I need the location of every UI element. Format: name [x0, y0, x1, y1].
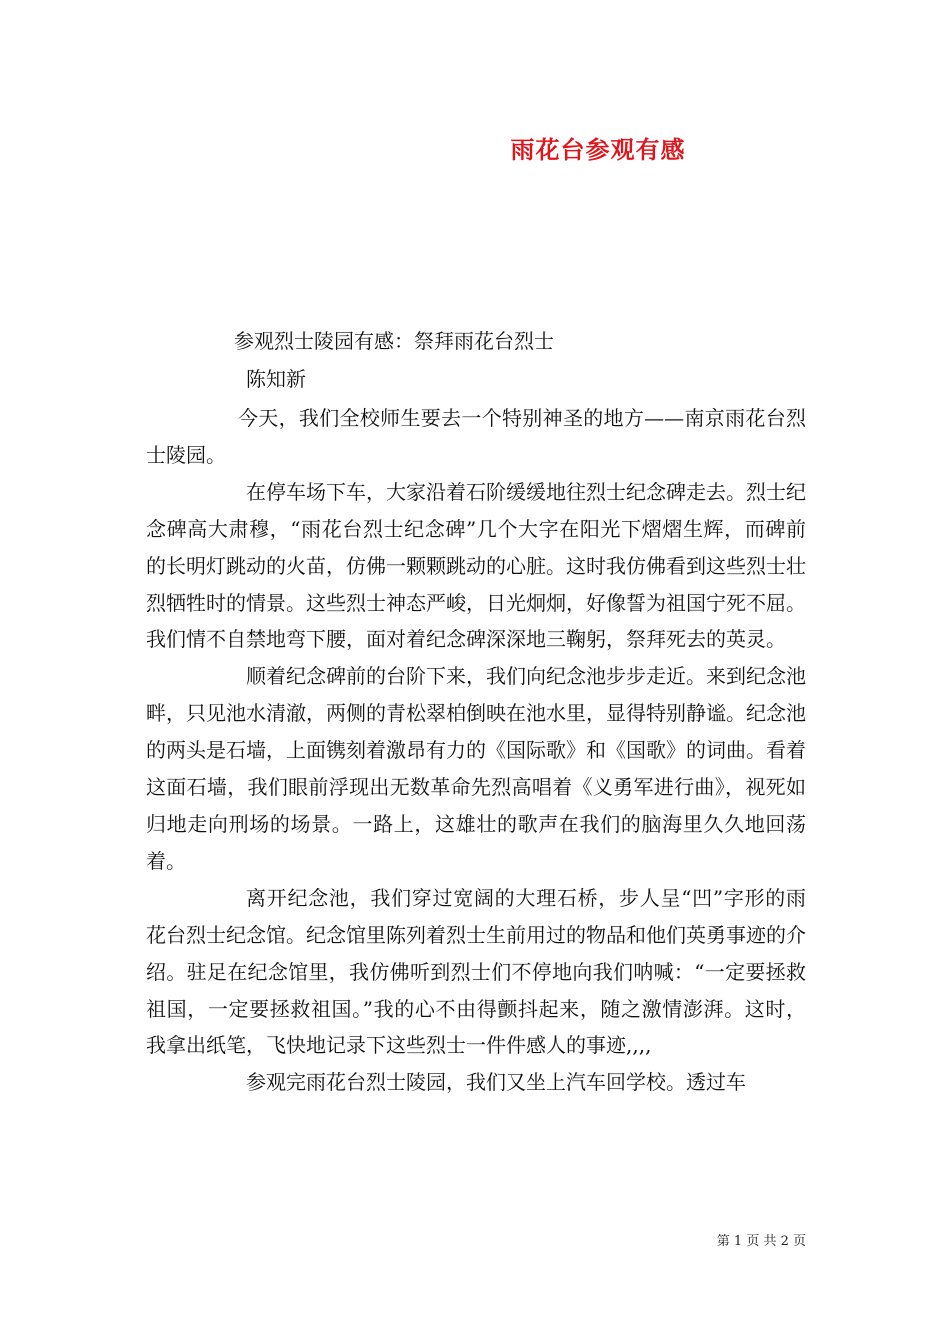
document-subtitle: 参观烈士陵园有感：祭拜雨花台烈士	[234, 329, 554, 353]
author-name: 陈知新	[246, 367, 306, 391]
document-body	[146, 400, 806, 1101]
body-paragraph: 离开纪念池，我们穿过宽阔的大理石桥，步人呈“凹”字形的雨花台烈士纪念馆。纪念馆里陈列着烈士生前用过的物品和他们英勇事迹的介绍。驻足在纪念馆里，我仿佛听到烈士们不停地向我们呐喊：“一定要拯救祖国，一定要拯救祖国。”我的心不由得颤抖起来，随之激情澎湃。这时，我拿出纸笔，飞快地记录下这些烈士一件件感人的事迹,,,,	[146, 885, 806, 1058]
body-paragraph: 今天，我们全校师生要去一个特别神圣的地方——南京雨花台烈士陵园。	[146, 406, 806, 467]
body-paragraph: 在停车场下车，大家沿着石阶缓缓地往烈士纪念碑走去。烈士纪念碑高大肃穆，“雨花台烈士纪念碑”几个大字在阳光下熠熠生辉，而碑前的长明灯跳动的火苗，仿佛一颗颗跳动的心脏。这时我仿佛看到这些烈士壮烈牺牲时的情景。这些烈士神态严峻，日光炯炯，好像誓为祖国宁死不屈。我们情不自禁地弯下腰，面对着纪念碑深深地三鞠躬，祭拜死去的英灵。	[146, 479, 806, 652]
document-title: 雨花台参观有感	[510, 135, 686, 164]
body-paragraph: 参观完雨花台烈士陵园，我们又坐上汽车回学校。透过车	[246, 1070, 746, 1095]
page-footer: 第 1 页 共 2 页	[716, 1234, 806, 1249]
body-paragraph: 顺着纪念碑前的台阶下来，我们向纪念池步步走近。来到纪念池畔，只见池水清澈，两侧的青松翠柏倒映在池水里，显得特别静谧。纪念池的两头是石墙，上面镌刻着激昂有力的《国际歌》和《国歌》的词曲。看着这面石墙，我们眼前浮现出无数革命先烈高唱着《义勇军进行曲》，视死如归地走向刑场的场景。一路上，这雄壮的歌声在我们的脑海里久久地回荡着。	[146, 664, 806, 873]
